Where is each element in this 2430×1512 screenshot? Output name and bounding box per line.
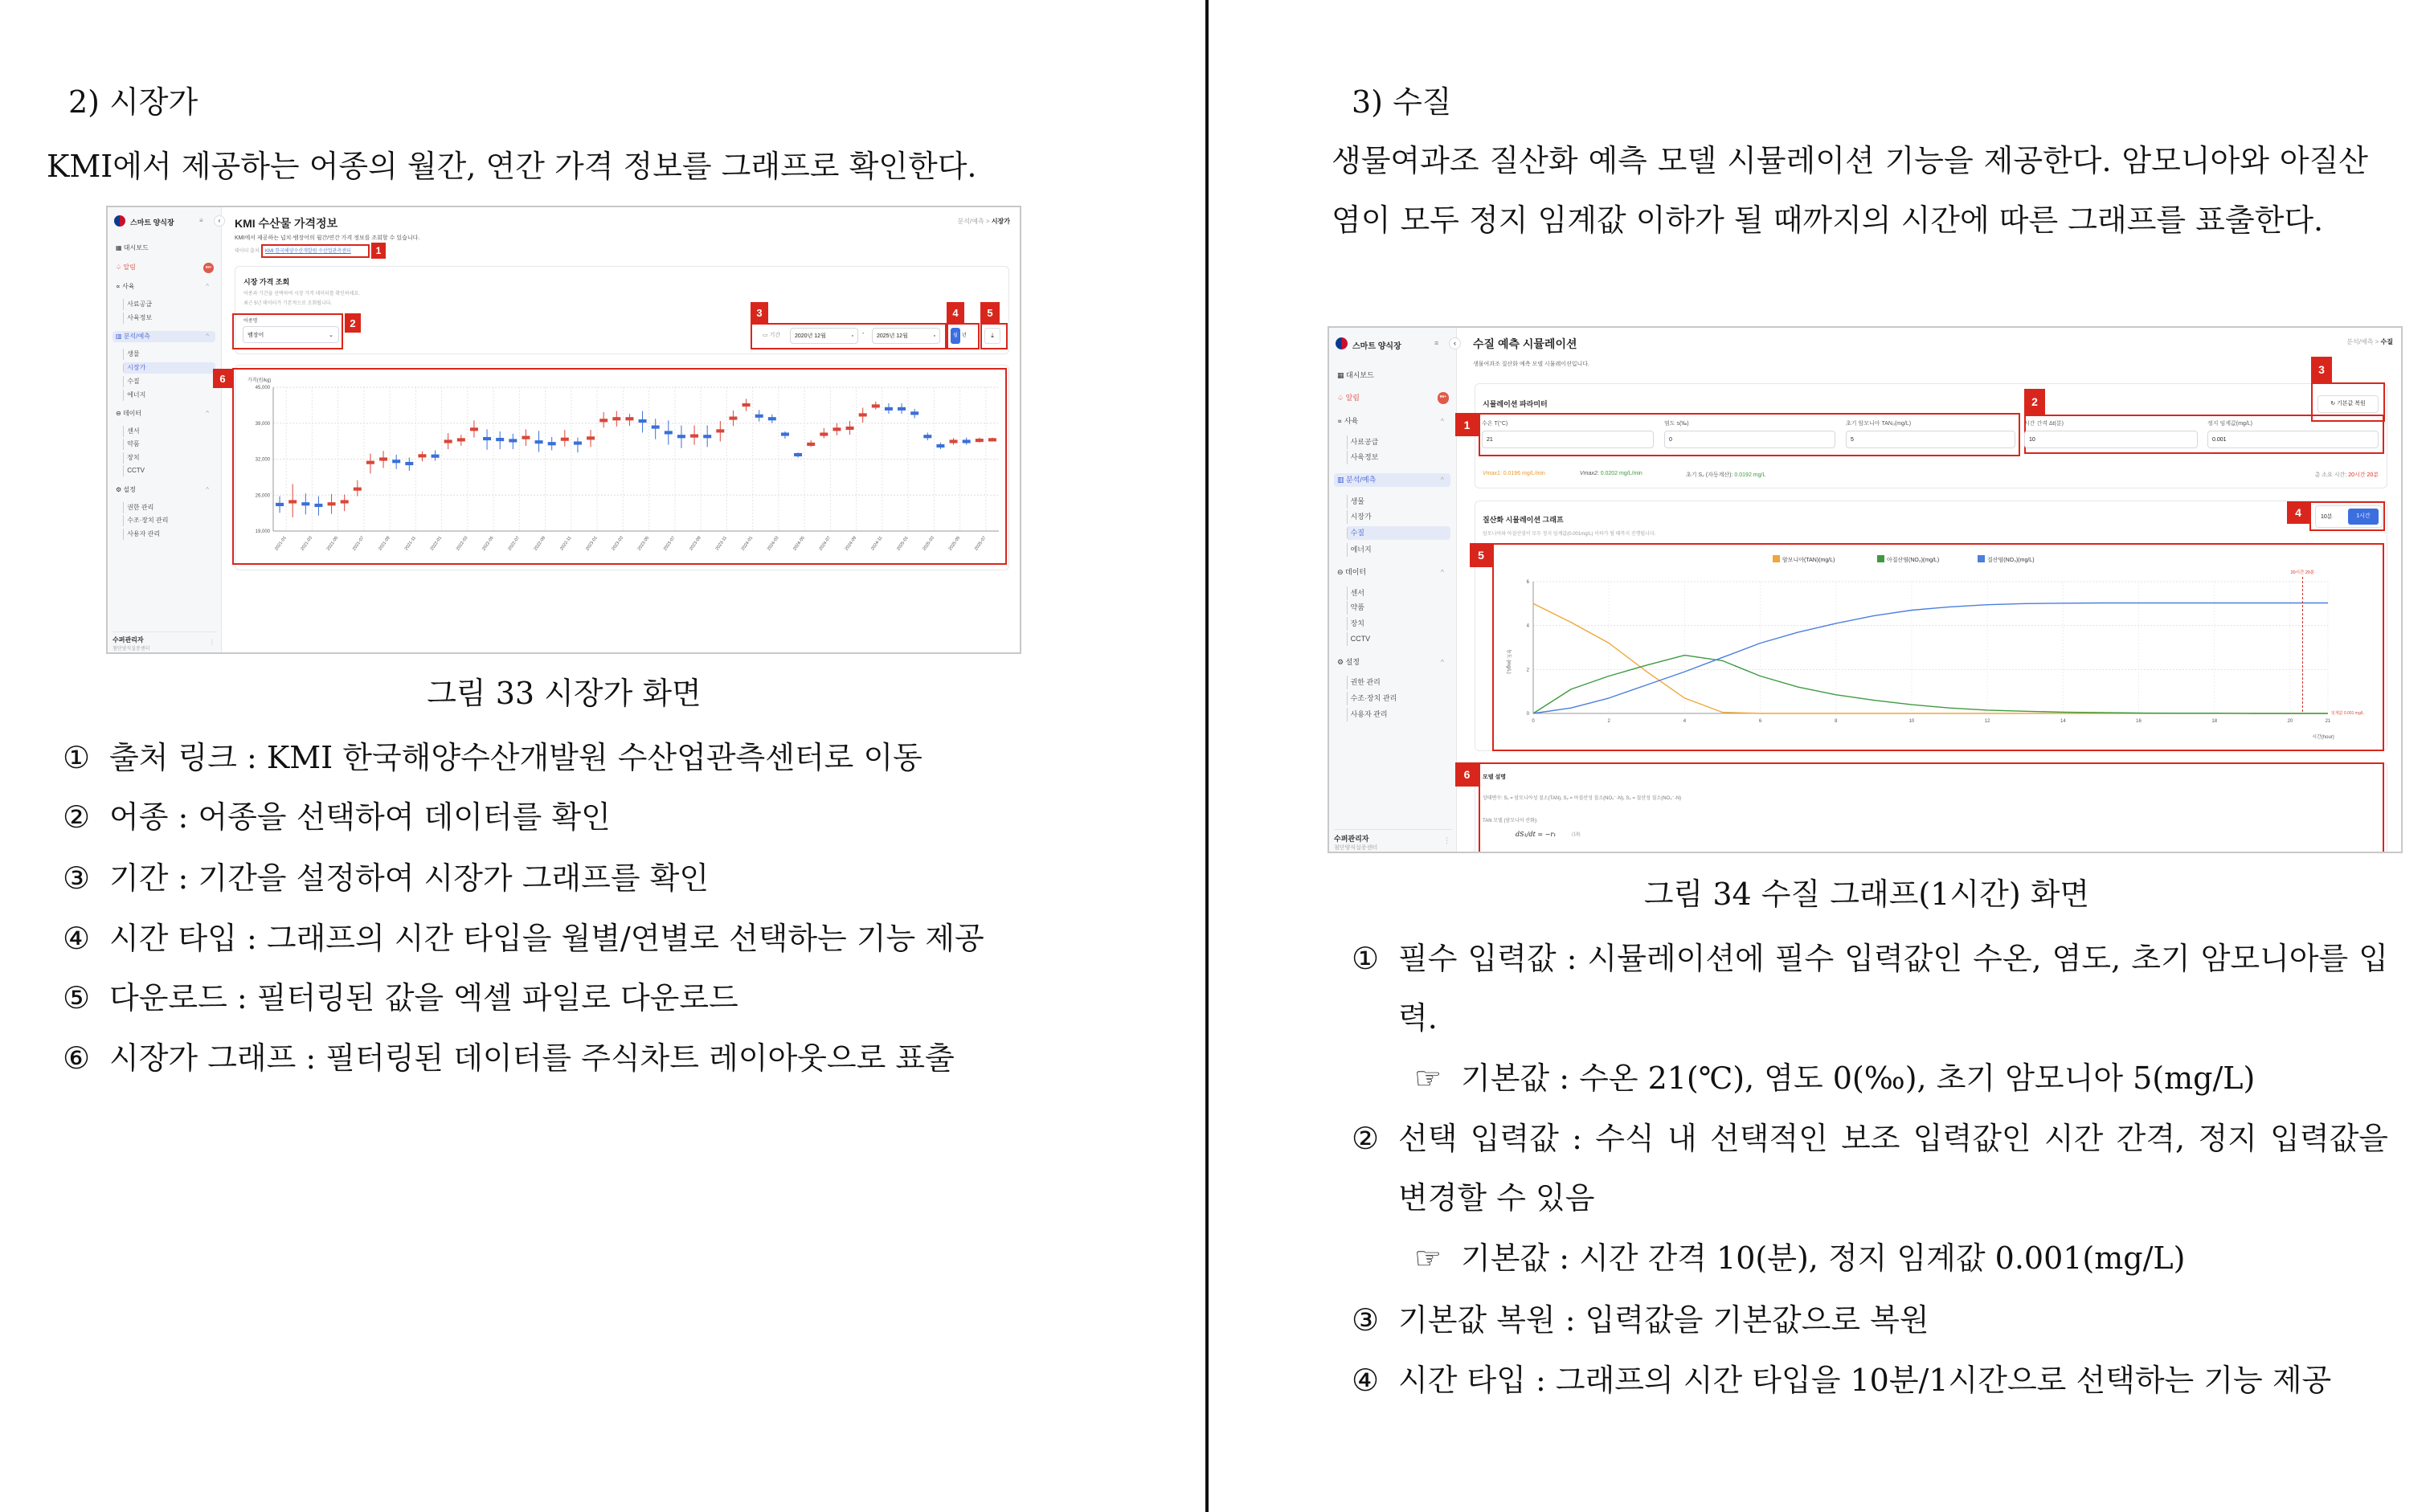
section-heading-market: 2) 시장가 [68, 84, 198, 120]
chevron-down-icon: ⌄ [329, 332, 333, 338]
user-organization: 첨단양식실증센터 [112, 647, 150, 652]
item-number: ② [1352, 1121, 1380, 1156]
toggle-10min[interactable]: 10분 [2321, 514, 2333, 520]
source-link[interactable]: KMI 한국해양수산개발원 수산업관측센터 [265, 249, 351, 254]
x-tick-label: 2021-05 [325, 535, 340, 552]
sidebar-item-label: 분석/예측 [123, 332, 150, 340]
x-tick-label: 2024-05 [792, 535, 806, 552]
sidebar-item-label: 수질 [127, 377, 140, 385]
download-icon: ⤓ [991, 332, 994, 339]
sidebar-item-label: 사용자 관리 [1350, 710, 1388, 719]
field-label: 정지 임계값(mg/L) [2207, 421, 2252, 427]
sidebar-item-label: 설정 [1345, 658, 1360, 667]
x-tick-label: 8 [1835, 719, 1838, 724]
page-subtitle: KMI에서 제공하는 넙치·뱀장어의 월간/연간 가격 정보를 조회할 수 있습니다. [235, 235, 420, 241]
notification-badge: 99+ [1438, 392, 1449, 403]
sidebar-item-label: 에너지 [1350, 546, 1372, 554]
sidebar-item-label: CCTV [1350, 635, 1371, 644]
x-tick-label: 2021-09 [378, 535, 391, 552]
parameter-input[interactable] [2207, 431, 2379, 448]
period-label-text: 기간 [769, 333, 781, 338]
y-tick-label: 6 [1526, 580, 1529, 585]
item-number: ④ [63, 921, 91, 956]
annotation-box-3 [751, 323, 947, 349]
sidebar-item-label: 데이터 [1345, 568, 1367, 577]
vmax1-value: 0.0196 mg/L/min [1503, 471, 1545, 476]
sidebar-item-label: 권한 관리 [1350, 678, 1381, 687]
figure-caption-34: 그림 34 수질 그래프(1시간) 화면 [1643, 877, 2090, 912]
period-end-value: 2025년 12월 [877, 333, 908, 339]
x-tick-label: 2025-05 [947, 535, 962, 552]
user-name: 수퍼관리자 [112, 636, 144, 644]
breadcrumb-current: 시장가 [991, 218, 1010, 225]
reset-label: 기본값 복원 [2337, 401, 2366, 407]
x-tick-label: 2022-07 [507, 535, 522, 552]
parameter-title: 시뮬레이션 파라미터 [1483, 400, 1548, 408]
x-tick-label: 2022-03 [456, 535, 469, 552]
chevron-up-icon[interactable]: ^ [206, 332, 209, 340]
toggle-year[interactable]: 년 [962, 333, 967, 338]
water-quality-screenshot [1328, 326, 2403, 853]
toggle-month[interactable]: 월 [951, 328, 960, 344]
annotation-badge-2: 2 [345, 313, 361, 333]
source-label: 데이터 출처: [235, 249, 261, 254]
x-tick-label: 2021-11 [403, 535, 418, 552]
bell-icon: ♤ [1337, 394, 1346, 403]
section-heading-water: 3) 수질 [1352, 84, 1452, 120]
item-text: 출처 링크 : KMI 한국해양수산개발원 수산업관측센터로 이동 [109, 740, 922, 775]
annotation-box-6 [232, 368, 1007, 565]
user-organization: 첨단양식실증센터 [1334, 845, 1378, 851]
sidebar-item-label: 장치 [127, 453, 140, 461]
notification-badge: 99+ [203, 263, 214, 273]
item-text: 시장가 그래프 : 필터링된 데이터를 주식차트 레이아웃으로 표출 [109, 1040, 955, 1076]
s2-label: 초기 S₂ (자동계산): [1686, 472, 1733, 478]
sidebar-item-label: 사육 [121, 282, 135, 290]
sidebar-item-label: 사육 [1344, 417, 1359, 426]
field-label: 염도 s(‰) [1664, 421, 1689, 427]
parameter-input[interactable] [1846, 431, 2015, 448]
model-equation: dS₁/dt = −r₁ [1516, 831, 1557, 838]
annotation-box-6 [1479, 762, 2384, 853]
hamburger-icon[interactable]: ≡ [1434, 339, 1439, 347]
y-tick-label: 4 [1526, 623, 1529, 629]
y-tick-label: 19,000 [255, 529, 270, 534]
x-tick-label: 2 [1607, 719, 1610, 724]
parameter-input[interactable] [1664, 431, 1835, 448]
x-tick-label: 2025-03 [922, 535, 936, 552]
y-tick-label: 2 [1526, 668, 1529, 673]
sidebar-item-label: 에너지 [127, 390, 146, 398]
x-tick-label: 6 [1758, 719, 1762, 724]
input-value: 10 [2029, 436, 2035, 443]
dashboard-icon: ▦ [1337, 371, 1347, 380]
y-tick-label: 32,000 [255, 457, 270, 463]
sidebar-item-label: 대시보드 [1346, 371, 1374, 380]
database-icon: ⊖ [1337, 568, 1346, 577]
item-number: ① [1352, 941, 1380, 976]
x-tick-label: 10 [1908, 719, 1915, 724]
item-number: ④ [1352, 1363, 1380, 1398]
annotation-badge-6: 6 [1455, 762, 1479, 787]
x-tick-label: 2023-01 [585, 535, 599, 552]
sidebar-item-label: 시장가 [127, 363, 146, 371]
x-tick-label: 2023-09 [689, 535, 702, 552]
model-variables: 상태변수: S₁ = 암모니아성 질소(TAN), S₂ = 아질산성 질소(NO₂⁻-N), S₃ = 질산성 질소(NO₃⁻-N) [1483, 796, 1682, 801]
annotation-box-4 [2309, 501, 2385, 531]
x-tick-label: 2022-05 [481, 535, 495, 552]
item-number: ⑥ [63, 1040, 91, 1076]
annotation-box-4 [947, 323, 980, 349]
sidebar-item-label: 사료공급 [127, 300, 153, 308]
sidebar-item-label: 사용자 관리 [127, 529, 161, 537]
breadcrumb-current: 수질 [2380, 338, 2393, 345]
y-tick-label: 0 [1526, 712, 1529, 717]
section-paragraph-water: 생물여과조 질산화 예측 모델 시뮬레이션 기능을 제공한다. 암모니아와 아질산염이 모두 정지 임계값 이하가 될 때까지의 시간에 따른 그래프를 표출한다. [1332, 143, 2368, 238]
sidebar-item-label: 수조·장치 관리 [127, 516, 169, 524]
species-value: 뱀장어 [248, 332, 264, 338]
x-tick-label: 2024-09 [844, 535, 858, 552]
graph-title: 질산화 시뮬레이션 그래프 [1483, 516, 1564, 524]
more-options-icon[interactable]: ⋮ [1443, 836, 1450, 844]
x-tick-label: 2022-01 [429, 535, 444, 552]
s2-value: 0.0192 mg/L [1734, 472, 1766, 478]
sidebar-item-label: 알림 [1345, 394, 1360, 403]
parameter-input[interactable] [1482, 431, 1654, 448]
item-number: ② [63, 799, 91, 835]
x-tick-label: 16 [2136, 719, 2142, 724]
input-value: 0.001 [2212, 436, 2227, 443]
x-tick-label: 0 [1532, 719, 1535, 724]
total-label: 총 소요 시간: [2314, 472, 2347, 478]
x-tick-label: 2021-07 [352, 535, 366, 552]
chart-icon: ▥ [1337, 476, 1347, 484]
item-number: ③ [1352, 1302, 1380, 1338]
x-tick-label: 4 [1683, 719, 1687, 724]
sidebar-item-label: 생물 [1350, 497, 1364, 506]
model-equation-number: (18) [1572, 832, 1581, 837]
pointing-hand-icon: ☞ [1414, 1060, 1442, 1096]
x-tick-label: 2021-03 [300, 535, 314, 552]
toggle-1hour[interactable]: 1시간 [2348, 509, 2379, 525]
sidebar-item-label: 생물 [127, 349, 140, 358]
annotation-badge-1: 1 [1455, 413, 1479, 436]
x-axis-label: 시간(hour) [2312, 735, 2334, 740]
sidebar-item-label: 수조·장치 관리 [1350, 694, 1397, 703]
fish-icon: ∝ [1337, 417, 1344, 426]
item-text: 시간 타입 : 그래프의 시간 타입을 월별/연별로 선택하는 기능 제공 [109, 921, 984, 956]
x-tick-label: 2022-09 [533, 535, 547, 552]
item-number: ⑤ [63, 980, 91, 1015]
annotation-badge-6: 6 [213, 369, 232, 388]
x-tick-label: 2025-07 [974, 535, 988, 552]
model-title: 모델 설명 [1483, 774, 1506, 780]
chart-icon: ▥ [116, 332, 124, 340]
stop-time-label: 20시간 20분 [2290, 570, 2315, 575]
x-tick-label: 2021-01 [274, 535, 288, 552]
x-tick-label: 14 [2060, 719, 2066, 724]
sidebar-item-label: 대시보드 [123, 243, 149, 251]
item-number: ① [63, 740, 91, 775]
breadcrumb-parent[interactable]: 분석/예측 > [2346, 338, 2379, 345]
calendar-icon: ▫ [933, 333, 935, 339]
sidebar-item-label: 분석/예측 [1346, 476, 1377, 484]
model-tan-heading: TAN 모델 (암모니아 산화): [1483, 819, 1538, 823]
x-tick-label: 2023-07 [663, 535, 677, 552]
sidebar-item-label: 센서 [1350, 589, 1364, 598]
graph-desc: 암모니아와 아질산염이 모두 정지 임계값(0.001mg/L) 이하가 될 때까지 진행됩니다. [1483, 532, 1656, 537]
chevron-up-icon[interactable]: ^ [1440, 658, 1444, 667]
x-tick-label: 2023-03 [611, 535, 625, 552]
breadcrumb-parent[interactable]: 분석/예측 > [957, 218, 990, 225]
annotation-badge-2: 2 [2024, 389, 2045, 415]
field-label: 시간 간격 Δt(분) [2024, 421, 2064, 427]
database-icon: ⊖ [116, 409, 123, 417]
field-label: 초기 암모니아 TAN₀(mg/L) [1846, 421, 1912, 427]
annotation-badge-1: 1 [371, 243, 386, 259]
item-text: 다운로드 : 필터링된 값을 엑셀 파일로 다운로드 [109, 980, 738, 1015]
threshold-label: 임계값 0.001 mg/L [2331, 711, 2364, 716]
user-name: 수퍼관리자 [1334, 835, 1369, 843]
pointing-hand-icon: ☞ [1414, 1240, 1442, 1276]
sidebar-item-label: 알림 [123, 263, 136, 271]
item-text: 시간 타입 : 그래프의 시간 타입을 10분/1시간으로 선택하는 기능 제공 [1398, 1363, 2332, 1398]
parameter-input[interactable] [2024, 431, 2198, 448]
x-tick-label: 12 [1984, 719, 1990, 724]
page-title: 수질 예측 시뮬레이션 [1473, 337, 1577, 350]
item-text: 기본값 복원 : 입력값을 기본값으로 복원 [1398, 1302, 1929, 1338]
dashboard-icon: ▦ [116, 243, 124, 251]
card-desc-2: 최근 5년 데이터가 기본적으로 조회됩니다. [243, 301, 333, 306]
fish-icon: ∝ [116, 282, 122, 290]
vmax2-label: Vmax2: [1580, 471, 1599, 476]
sidebar-item-label: 사료공급 [1350, 438, 1379, 447]
section-paragraph-market: KMI에서 제공하는 어종의 월간, 연간 가격 정보를 그래프로 확인한다. [47, 149, 977, 184]
vmax2-value: 0.0202 mg/L/min [1600, 471, 1642, 476]
chevron-up-icon[interactable]: ^ [206, 282, 209, 290]
legend-label: 질산염(NO₃)(mg/L) [1987, 558, 2035, 563]
x-tick-label: 21 [2325, 719, 2331, 724]
page-subtitle: 생물여과조 질산화 예측 모델 시뮬레이션입니다. [1473, 362, 1589, 367]
annotation-badge-5: 5 [980, 302, 1000, 323]
sidebar-item-label: 권한 관리 [127, 503, 154, 511]
legend-label: 암모니아(TAN)(mg/L) [1782, 558, 1835, 563]
more-options-icon[interactable]: ⋮ [209, 639, 215, 646]
x-tick-label: 2023-05 [636, 535, 651, 552]
sidebar-item-label: CCTV [127, 466, 145, 474]
sidebar-item-label: 사육정보 [127, 313, 153, 321]
brand-name: 스마트 양식장 [130, 219, 174, 227]
y-axis-label: 농도 (mg/L) [1506, 649, 1511, 674]
annotation-badge-3: 3 [751, 302, 768, 323]
hamburger-icon[interactable]: ≡ [199, 217, 203, 224]
sidebar-item-label: 데이터 [122, 409, 142, 417]
market-screenshot [106, 206, 1021, 654]
sidebar-item-label: 장치 [1350, 619, 1364, 628]
sidebar-item-label: 시장가 [1350, 513, 1372, 521]
calendar-icon: ▫ [851, 333, 853, 339]
x-tick-label: 2025-01 [896, 535, 910, 552]
annotation-box-3 [2311, 382, 2385, 422]
sidebar-item-label: 약품 [127, 439, 140, 447]
y-tick-label: 39,000 [255, 421, 270, 427]
field-label: 수온 T(°C) [1482, 421, 1508, 427]
input-value: 21 [1487, 436, 1493, 443]
x-tick-label: 20 [2287, 719, 2293, 724]
period-separator: - [862, 331, 865, 337]
sidebar-item-label: 약품 [1350, 603, 1364, 612]
figure-caption-33: 그림 33 시장가 화면 [427, 676, 702, 711]
species-label: 어종명 [243, 319, 258, 324]
annotation-badge-5: 5 [1470, 543, 1492, 567]
period-start-value: 2020년 12월 [795, 333, 826, 339]
sidebar-item-label: 설정 [123, 485, 136, 493]
y-axis-label: 가격(원/kg) [248, 378, 272, 383]
calendar-icon: ▭ [763, 333, 768, 338]
brand-name: 스마트 양식장 [1352, 342, 1401, 351]
input-value: 0 [1669, 436, 1672, 443]
annotation-box-5 [1492, 543, 2384, 751]
page-divider [1205, 0, 1209, 1512]
annotation-box-5 [980, 323, 1008, 349]
collapse-sidebar-button[interactable]: ‹ [1449, 337, 1461, 349]
y-tick-label: 45,000 [255, 386, 270, 390]
item-number: ③ [63, 860, 91, 896]
item-text: 어종 : 어종을 선택하여 데이터를 확인 [109, 799, 611, 835]
chevron-up-icon[interactable]: ^ [206, 409, 209, 417]
chevron-up-icon[interactable]: ^ [1440, 476, 1444, 484]
chevron-up-icon[interactable]: ^ [1440, 568, 1444, 577]
total-value: 20시간 20분 [2348, 472, 2379, 478]
annotation-badge-4: 4 [2287, 501, 2309, 524]
item-text: 기본값 : 시간 간격 10(분), 정지 임계값 0.001(mg/L) [1461, 1240, 2186, 1276]
item-text: 선택 입력값 : 수식 내 선택적인 보조 입력값인 시간 간격, 정지 입력값을 변경할 수 있음 [1398, 1121, 2388, 1216]
item-text: 기간 : 기간을 설정하여 시장가 그래프를 확인 [109, 860, 710, 896]
input-value: 5 [1851, 436, 1854, 443]
card-title: 시장 가격 조회 [243, 278, 290, 286]
item-text: 필수 입력값 : 시뮬레이션에 필수 입력값인 수온, 염도, 초기 암모니아를 입력. [1398, 941, 2388, 1036]
collapse-sidebar-button[interactable]: ‹ [214, 215, 225, 227]
item-text: 기본값 : 수온 21(℃), 염도 0(‰), 초기 암모니아 5(mg/L) [1461, 1060, 2256, 1096]
y-tick-label: 26,000 [255, 493, 270, 499]
annotation-badge-3: 3 [2311, 357, 2332, 382]
sidebar-item-label: 사육정보 [1350, 453, 1379, 462]
card-desc: 어종과 기간을 선택하여 시장 가격 데이터를 확인하세요. [243, 292, 360, 296]
x-tick-label: 2022-11 [559, 535, 573, 552]
gear-icon: ⚙ [116, 485, 124, 493]
reset-icon: ↻ [2330, 401, 2336, 407]
sidebar-item-label: 센서 [127, 427, 140, 435]
x-tick-label: 2024-01 [740, 535, 755, 552]
vmax1-label: Vmax1: [1483, 471, 1502, 476]
x-tick-label: 2024-07 [818, 535, 832, 552]
bell-icon: ♤ [116, 263, 124, 271]
sidebar-item-label: 수질 [1350, 529, 1364, 537]
chevron-up-icon[interactable]: ^ [1440, 417, 1444, 426]
legend-label: 아질산염(NO₂)(mg/L) [1887, 558, 1940, 563]
x-tick-label: 2024-11 [870, 535, 884, 552]
gear-icon: ⚙ [1337, 658, 1346, 667]
x-tick-label: 18 [2211, 719, 2218, 724]
x-tick-label: 2024-03 [767, 535, 780, 552]
annotation-box-1 [261, 244, 370, 258]
annotation-badge-4: 4 [947, 302, 964, 323]
chevron-up-icon[interactable]: ^ [206, 485, 209, 493]
page-title: KMI 수산물 가격정보 [235, 217, 338, 230]
annotation-box-2 [232, 313, 343, 349]
x-tick-label: 2023-11 [714, 535, 729, 552]
